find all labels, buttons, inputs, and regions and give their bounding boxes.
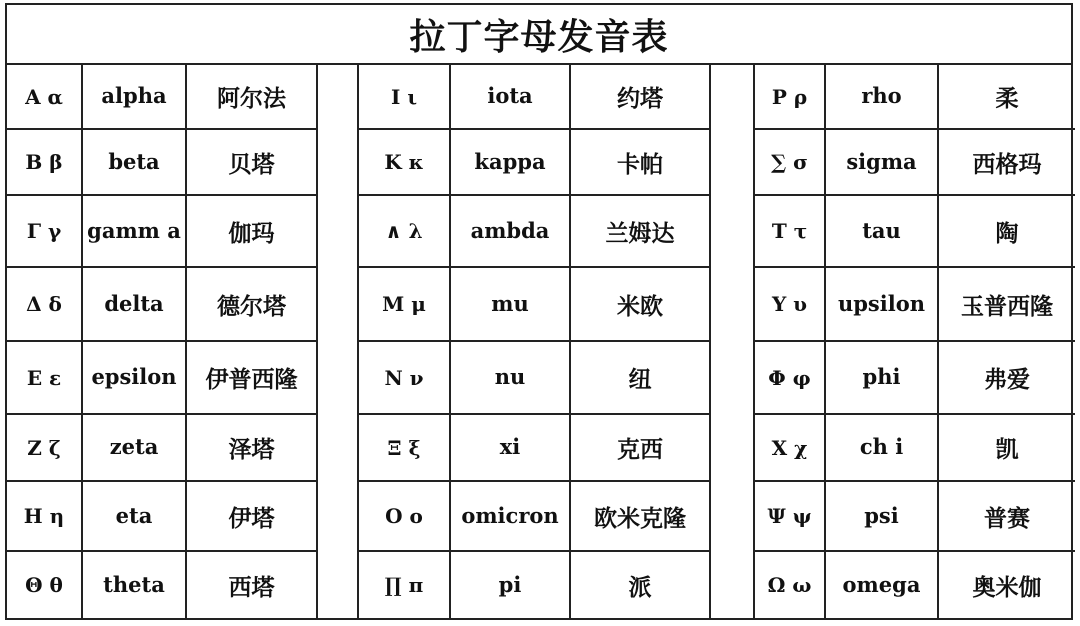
letter-symbol: Ρ ρ bbox=[755, 65, 826, 128]
letter-pronunciation: 贝塔 bbox=[228, 151, 275, 178]
letter-pronunciation: 欧米克隆 bbox=[594, 505, 686, 532]
letter-name: kappa bbox=[451, 130, 571, 194]
table-row bbox=[359, 196, 709, 268]
letter-symbol: Ζ ζ bbox=[7, 415, 83, 480]
table-row bbox=[755, 196, 1075, 268]
letter-pronunciation: 普赛 bbox=[984, 505, 1030, 532]
table-body bbox=[7, 65, 1071, 618]
letter-name: phi bbox=[826, 342, 939, 413]
letter-pronunciation: 德尔塔 bbox=[217, 293, 286, 320]
letter-name: ch i bbox=[826, 415, 939, 480]
letter-name: iota bbox=[451, 65, 571, 128]
letter-name: omicron bbox=[451, 482, 571, 550]
letter-name: eta bbox=[83, 482, 187, 550]
table-row bbox=[755, 65, 1075, 130]
letter-pronunciation: 玉普西隆 bbox=[961, 293, 1053, 320]
letter-name: pi bbox=[451, 552, 571, 618]
letter-pronunciation: 伊普西隆 bbox=[205, 367, 298, 393]
letter-symbol: ∏ π bbox=[359, 552, 451, 618]
letter-name: zeta bbox=[83, 415, 187, 480]
table-row bbox=[359, 130, 709, 196]
letter-name: theta bbox=[83, 552, 187, 618]
letter-pronunciation: 卡帕 bbox=[617, 151, 663, 178]
letter-name: upsilon bbox=[826, 268, 939, 340]
letter-pronunciation: 克西 bbox=[617, 437, 663, 463]
letter-group-1 bbox=[7, 65, 318, 618]
letter-symbol: Α α bbox=[7, 65, 83, 128]
letter-symbol: Ε ε bbox=[7, 342, 83, 413]
table-row bbox=[7, 268, 316, 342]
table-row bbox=[359, 415, 709, 482]
letter-name: tau bbox=[826, 196, 939, 266]
table-row bbox=[7, 415, 316, 482]
table-row bbox=[7, 342, 316, 415]
letter-name: rho bbox=[826, 65, 939, 128]
letter-group-2 bbox=[357, 65, 711, 618]
letter-name: delta bbox=[83, 268, 187, 340]
letter-pronunciation: 陶 bbox=[995, 220, 1019, 247]
letter-pronunciation: 阿尔法 bbox=[217, 86, 286, 112]
table-row bbox=[7, 482, 316, 552]
letter-symbol: ∧ λ bbox=[359, 196, 451, 266]
letter-pronunciation: 奥米伽 bbox=[972, 574, 1042, 601]
letter-name: nu bbox=[451, 342, 571, 413]
letter-symbol: Υ υ bbox=[755, 268, 826, 340]
table-row bbox=[755, 342, 1075, 415]
table-row bbox=[755, 130, 1075, 196]
letter-symbol: Θ θ bbox=[7, 552, 83, 618]
table-row bbox=[7, 65, 316, 130]
letter-pronunciation: 米欧 bbox=[617, 293, 663, 320]
letter-pronunciation: 约塔 bbox=[617, 86, 663, 112]
letter-name: alpha bbox=[83, 65, 187, 128]
letter-symbol: Φ φ bbox=[755, 342, 826, 413]
letter-group-3 bbox=[753, 65, 1075, 618]
letter-pronunciation: 伊塔 bbox=[228, 505, 275, 532]
letter-symbol: Ω ω bbox=[755, 552, 826, 618]
letter-symbol: Ι ι bbox=[359, 65, 451, 128]
letter-symbol: Μ μ bbox=[359, 268, 451, 340]
letter-symbol: Δ δ bbox=[7, 268, 83, 340]
letter-symbol: Κ κ bbox=[359, 130, 451, 194]
letter-pronunciation: 西塔 bbox=[228, 574, 275, 601]
letter-name: psi bbox=[826, 482, 939, 550]
letter-name: beta bbox=[83, 130, 187, 194]
letter-name: omega bbox=[826, 552, 939, 618]
letter-pronunciation: 凯 bbox=[995, 437, 1019, 463]
letter-name: sigma bbox=[826, 130, 939, 194]
table-row bbox=[7, 196, 316, 268]
letter-pronunciation: 柔 bbox=[995, 86, 1019, 112]
letter-pronunciation: 泽塔 bbox=[228, 437, 275, 463]
letter-name: xi bbox=[451, 415, 571, 480]
letter-pronunciation: 纽 bbox=[628, 367, 652, 393]
table-row bbox=[359, 552, 709, 618]
letter-pronunciation: 西格玛 bbox=[972, 151, 1042, 178]
letter-symbol: Η η bbox=[7, 482, 83, 550]
table-row bbox=[755, 552, 1075, 618]
letter-symbol: Ψ ψ bbox=[755, 482, 826, 550]
alphabet-table bbox=[5, 3, 1073, 620]
letter-pronunciation: 兰姆达 bbox=[605, 220, 675, 247]
letter-symbol: ∑ σ bbox=[755, 130, 826, 194]
letter-pronunciation: 伽玛 bbox=[228, 220, 275, 247]
table-row bbox=[359, 268, 709, 342]
letter-name: epsilon bbox=[83, 342, 187, 413]
letter-name: ambda bbox=[451, 196, 571, 266]
page-title: 拉丁字母发音表 bbox=[7, 5, 1071, 65]
letter-symbol: Τ τ bbox=[755, 196, 826, 266]
table-row bbox=[755, 415, 1075, 482]
letter-symbol: Χ χ bbox=[755, 415, 826, 480]
letter-pronunciation: 弗爱 bbox=[984, 367, 1030, 393]
table-row bbox=[755, 482, 1075, 552]
letter-symbol: Β β bbox=[7, 130, 83, 194]
letter-symbol: Ν ν bbox=[359, 342, 451, 413]
letter-pronunciation: 派 bbox=[628, 574, 652, 601]
table-row bbox=[359, 342, 709, 415]
table-row bbox=[359, 482, 709, 552]
letter-symbol: Ξ ξ bbox=[359, 415, 451, 480]
table-row bbox=[7, 130, 316, 196]
table-row bbox=[755, 268, 1075, 342]
letter-name: mu bbox=[451, 268, 571, 340]
letter-symbol: Γ γ bbox=[7, 196, 83, 266]
letter-name: gamm a bbox=[83, 196, 187, 266]
table-row bbox=[359, 65, 709, 130]
table-row bbox=[7, 552, 316, 618]
letter-symbol: Ο ο bbox=[359, 482, 451, 550]
